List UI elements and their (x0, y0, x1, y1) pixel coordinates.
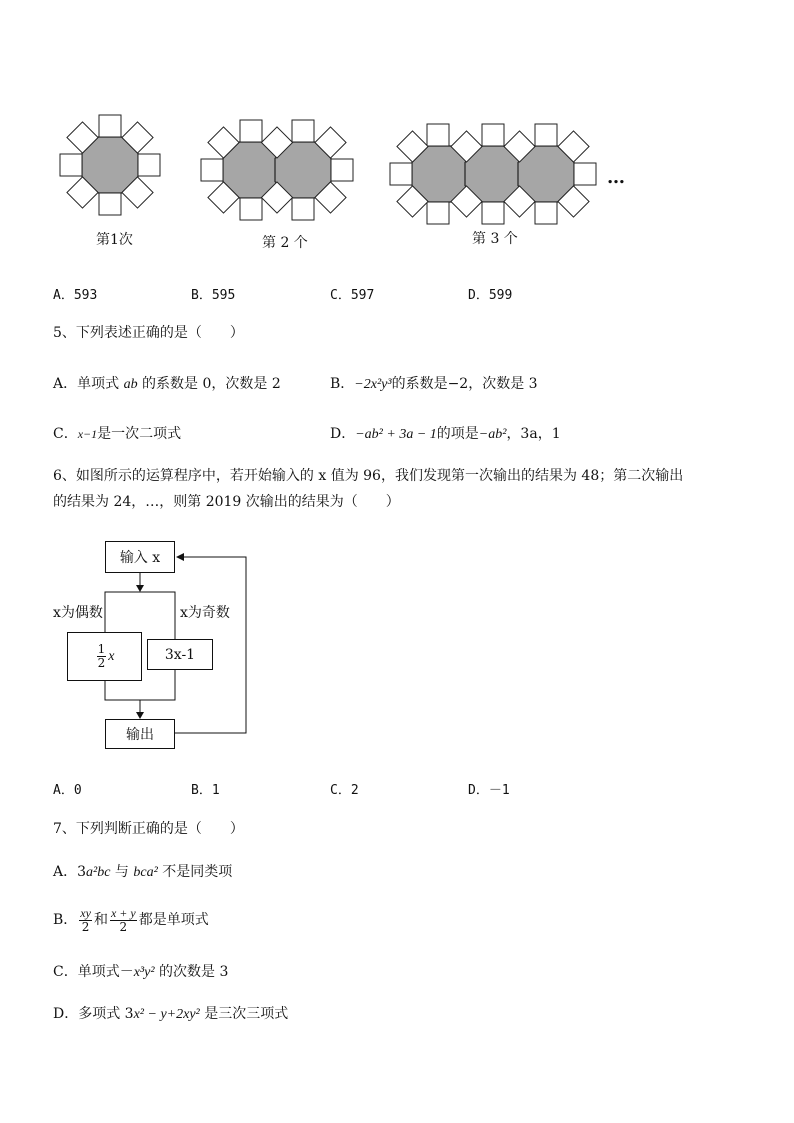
q7-a-expr1: a²bc (86, 865, 111, 880)
pattern-2 (201, 120, 353, 220)
q6-option-d[interactable]: D．－1 (468, 783, 510, 798)
flowchart-input-box (105, 541, 175, 573)
pattern-1 (60, 115, 160, 215)
q7-b-fraction-2 (110, 907, 137, 934)
q4-option-d[interactable]: D．599 (468, 288, 513, 303)
q5-option-c[interactable] (53, 424, 181, 444)
q7-option-a[interactable] (53, 862, 232, 883)
flowchart-odd-op-box (147, 639, 213, 670)
q7-a-prefix: A．3 (53, 864, 87, 880)
q4-option-c[interactable]: C．597 (330, 288, 375, 303)
q5-a-suffix: 的系数是 0，次数是 2 (142, 376, 281, 392)
q5-b-suffix: 的系数是−2，次数是 3 (391, 376, 538, 392)
even-op-num: 1 (97, 642, 106, 656)
q7-c-suffix: 的次数是 3 (154, 964, 229, 980)
q7-b-f2-num: x + y (110, 905, 136, 920)
q7-b-fraction-1 (79, 907, 92, 934)
flowchart-output-box (105, 719, 175, 749)
figure-caption-2: 第 2 个 (262, 235, 308, 251)
q7-b-f1-den: 2 (81, 919, 90, 934)
flowchart-even-op-box (67, 632, 142, 681)
even-op-den: 2 (97, 656, 106, 670)
q7-stem: 7、下列判断正确的是（ ） (53, 821, 244, 837)
flowchart-input-label: 输入 x (119, 550, 161, 566)
q5-d-prefix: D． (330, 426, 356, 442)
q7-b-suffix: 都是单项式 (138, 912, 209, 928)
q5-d-expr2: −ab² (478, 427, 507, 442)
q5-b-expr: −2x²y³ (354, 377, 392, 392)
q5-c-prefix: C． (53, 426, 78, 442)
q7-a-suffix: 不是同类项 (157, 864, 233, 880)
q7-b-f1-num: xy (80, 905, 91, 920)
q7-b-f2-den: 2 (119, 919, 128, 934)
q6-stem-line2: 的结果为 24，…，则第 2019 次输出的结果为（ ） (53, 494, 400, 510)
q6-option-c[interactable]: C．2 (330, 783, 359, 798)
q5-d-suffix: ，3a，1 (506, 426, 561, 442)
flowchart-output-label: 输出 (126, 727, 154, 743)
q5-a-var: ab (123, 377, 138, 392)
q5-b-prefix: B． (330, 376, 355, 392)
q5-d-mid: 的项是 (436, 426, 479, 442)
q7-c-expr: x³y² (133, 965, 155, 980)
flowchart-even-label: x为偶数 (53, 605, 103, 621)
pattern-3 (390, 124, 596, 224)
q6-option-b[interactable]: B．1 (191, 783, 220, 798)
q7-a-mid: 与 (110, 864, 134, 880)
q4-option-b[interactable]: B．595 (191, 288, 236, 303)
q7-d-suffix: 是三次三项式 (199, 1006, 289, 1022)
q7-c-prefix: C．单项式－ (53, 964, 134, 980)
q5-option-b[interactable] (330, 374, 538, 395)
flowchart-odd-label: x为奇数 (180, 605, 230, 621)
flowchart-odd-op: 3x-1 (164, 646, 196, 663)
q6-option-a[interactable]: A．0 (53, 783, 82, 798)
q5-option-a[interactable] (53, 374, 281, 395)
q5-a-prefix: A．单项式 (53, 376, 120, 392)
q5-c-suffix: 是一次二项式 (97, 426, 182, 442)
q5-stem: 5、下列表述正确的是（ ） (53, 325, 244, 341)
q7-d-expr: x² − y+2xy² (133, 1007, 200, 1022)
q5-d-expr: −ab² + 3a − 1 (355, 427, 437, 442)
q7-option-b[interactable] (53, 906, 209, 934)
q7-d-prefix: D．多项式 3 (53, 1006, 134, 1022)
q6-stem-line1: 6、如图所示的运算程序中，若开始输入的 x 值为 96，我们发现第一次输出的结果为 48；第二次输出 (53, 468, 684, 484)
q7-a-expr2: bca² (133, 865, 158, 880)
q7-b-prefix: B． (53, 912, 78, 928)
even-op-var: x (108, 648, 115, 664)
even-op-fraction (97, 643, 107, 670)
figure-ellipsis: … (607, 167, 625, 188)
q7-option-c[interactable] (53, 962, 228, 983)
q4-option-a[interactable]: A．593 (53, 288, 98, 303)
q7-b-mid: 和 (93, 912, 108, 928)
q7-option-d[interactable] (53, 1004, 288, 1025)
figure-caption-3: 第 3 个 (472, 231, 518, 247)
q5-c-expr: x−1 (77, 427, 98, 441)
q5-option-d[interactable] (330, 424, 561, 445)
figure-caption-1: 第1次 (96, 232, 133, 248)
